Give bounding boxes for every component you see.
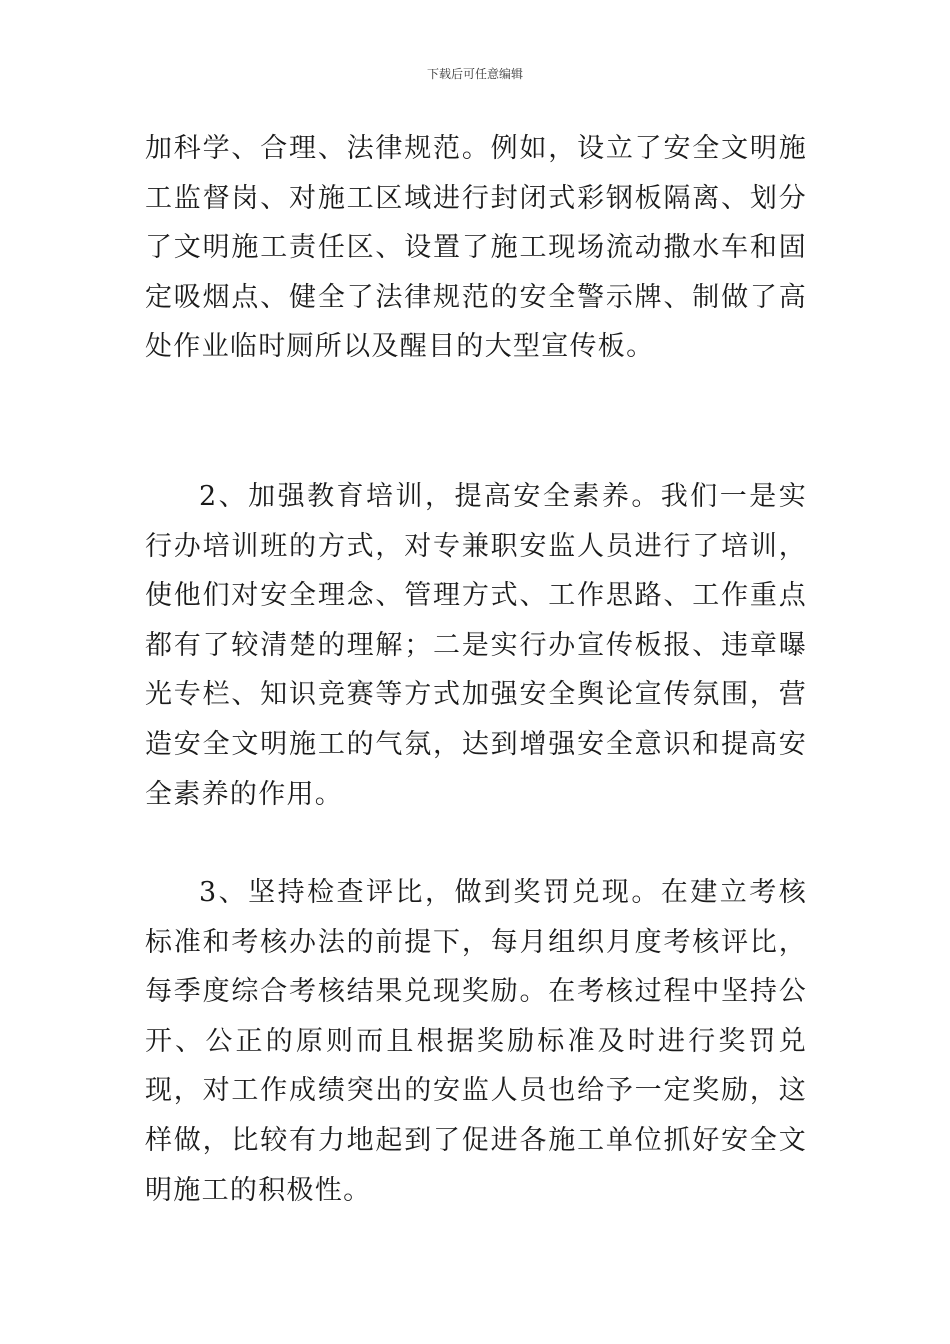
header-note: 下载后可任意编辑: [426, 67, 523, 81]
paragraph-3: 3、坚持检查评比，做到奖罚兑现。在建立考核标准和考核办法的前提下，每月组织月度考核评比，每季度综合考核结果兑现奖励。在考核过程中坚持公开、公正的原则而且根据奖励标准及时进行奖罚兑现，对工作成绩突出的安监人员也给予一定奖励，这样做，比较有力地起到了促进各施工单位抓好安全文明施工的积极性。: [145, 877, 807, 1206]
paragraph-1: 加科学、合理、法律规范。例如，设立了安全文明施工监督岗、对施工区域进行封闭式彩钢板隔离、划分了文明施工责任区、设置了施工现场流动撒水车和固定吸烟点、健全了法律规范的安全警示牌、制做了高处作业临时厕所以及醒目的大型宣传板。: [145, 133, 807, 363]
paragraph-2: 2、加强教育培训，提高安全素养。我们一是实行办培训班的方式，对专兼职安监人员进行了培训，使他们对安全理念、管理方式、工作思路、工作重点都有了较清楚的理解；二是实行办宣传板报、违章曝光专栏、知识竞赛等方式加强安全舆论宣传氛围，营造安全文明施工的气氛，达到增强安全意识和提高安全素养的作用。: [145, 481, 807, 810]
